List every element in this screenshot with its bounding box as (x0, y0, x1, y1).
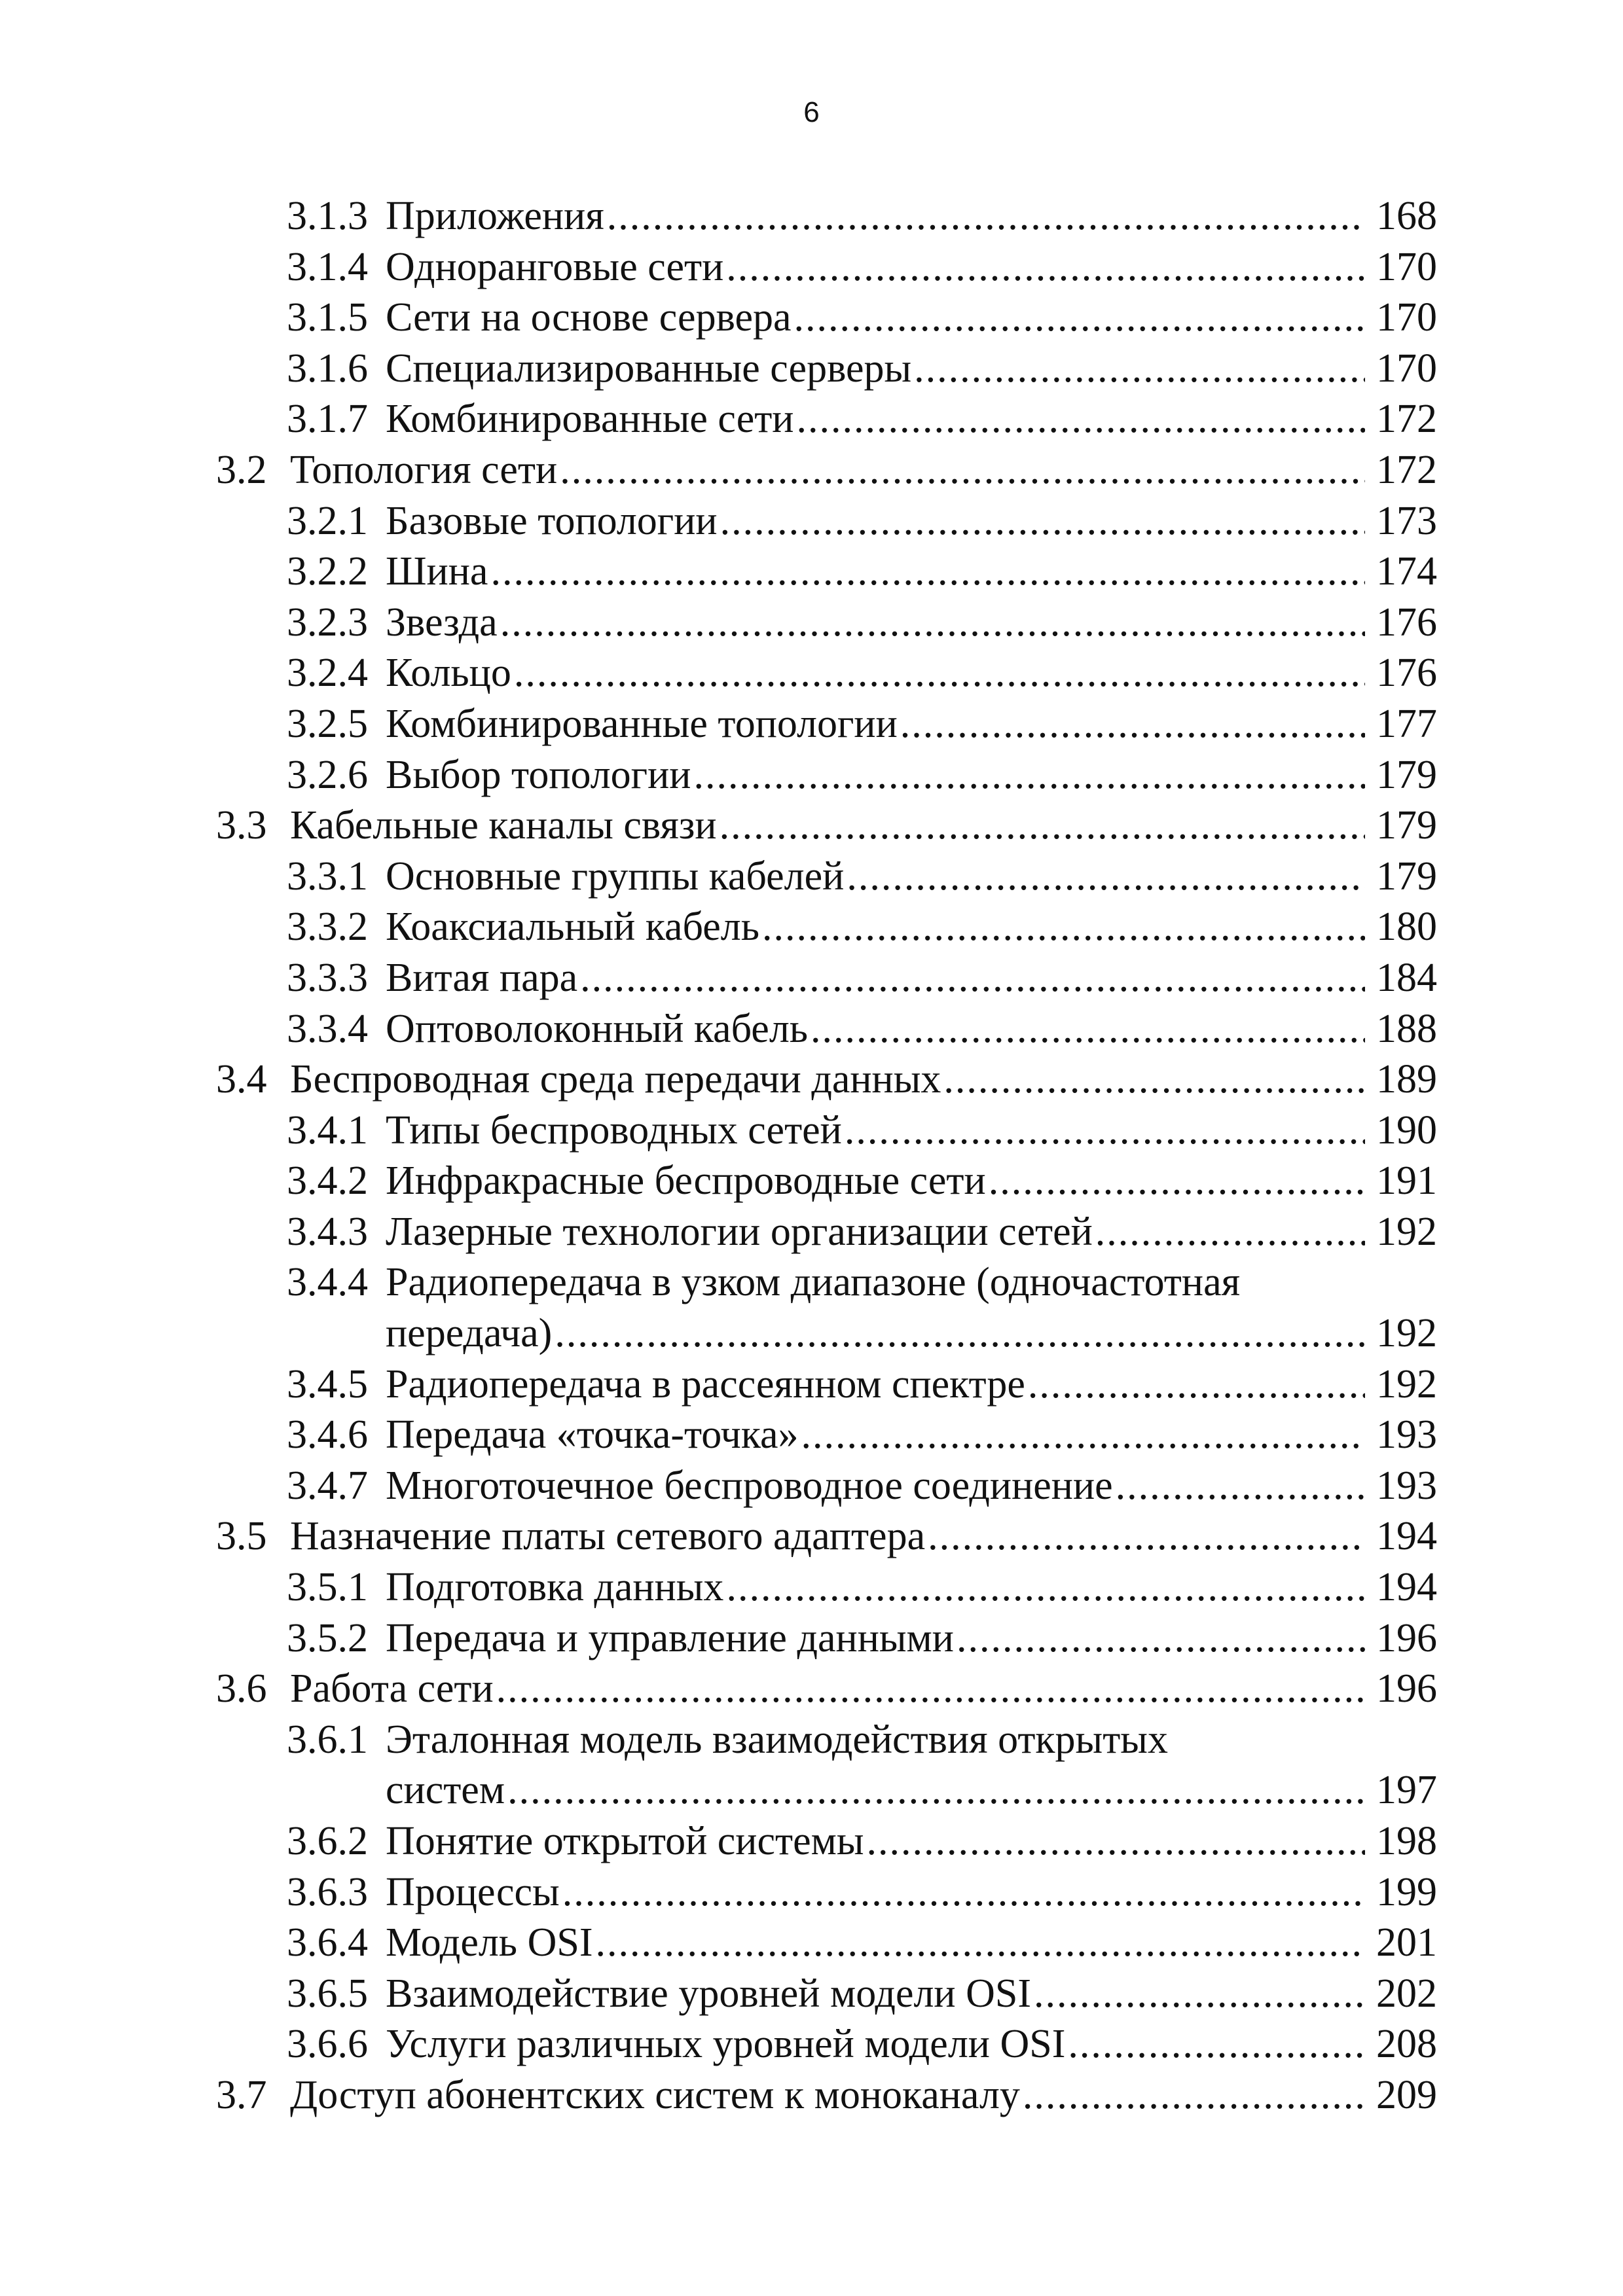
toc-entry-page: 194 (1376, 1565, 1437, 1610)
toc-entry-page: 197 (1376, 1768, 1437, 1813)
toc-entry-number: 3.5.1 (287, 1565, 368, 1610)
toc-entry[interactable] (216, 1410, 1437, 1461)
toc-entry-page: 196 (1376, 1615, 1437, 1660)
toc-entry-page: 172 (1376, 397, 1437, 442)
toc-entry-title: Подготовка данных (386, 1565, 724, 1610)
toc-entry-page: 208 (1376, 2022, 1437, 2067)
toc-entry-page: 168 (1376, 194, 1437, 238)
toc-entry-number: 3.6.2 (287, 1819, 368, 1863)
toc-entry[interactable] (216, 902, 1437, 953)
toc-entry[interactable] (216, 1359, 1437, 1410)
dot-leader (914, 344, 1365, 395)
toc-entry[interactable] (216, 1207, 1437, 1258)
toc-entry-page: 179 (1376, 803, 1437, 848)
dot-leader (762, 902, 1365, 953)
toc-entry[interactable] (216, 344, 1437, 395)
toc-entry-page: 198 (1376, 1819, 1437, 1863)
toc-entry-number: 3.2.6 (287, 752, 368, 797)
toc-entry-number: 3.2.5 (287, 701, 368, 746)
toc-entry-number: 3.3.3 (287, 955, 368, 1000)
toc-entry[interactable] (216, 1816, 1437, 1867)
toc-entry[interactable] (216, 1562, 1437, 1613)
toc-entry-title-line2: систем (386, 1768, 505, 1813)
dot-leader (1034, 1969, 1365, 2020)
toc-entry-title: Взаимодействие уровней модели OSI (386, 1971, 1032, 2016)
toc-entry-page: 170 (1376, 346, 1437, 391)
toc-entry-number: 3.2.2 (287, 549, 368, 594)
dot-leader (796, 394, 1365, 445)
toc-entry-title-line2: передача) (386, 1311, 553, 1356)
toc-entry-title: Звезда (386, 600, 498, 645)
toc-entry-page: 191 (1376, 1158, 1437, 1204)
toc-entry[interactable] (216, 1664, 1437, 1715)
toc-entry[interactable] (216, 293, 1437, 344)
dot-leader (560, 445, 1365, 496)
toc-entry-number: 3.4.7 (287, 1463, 368, 1508)
dot-leader (811, 1004, 1365, 1055)
toc-entry-page: 179 (1376, 853, 1437, 899)
toc-entry[interactable] (216, 1054, 1437, 1105)
dot-leader (555, 1308, 1365, 1359)
toc-entry-number: 3.1.4 (287, 244, 368, 289)
toc-entry[interactable] (216, 1715, 1437, 1766)
toc-entry-title: Специализированные серверы (386, 346, 912, 391)
toc-entry-page: 176 (1376, 651, 1437, 696)
toc-entry-page: 196 (1376, 1666, 1437, 1712)
toc-entry-title-line1: Эталонная модель взаимодействия открытых (386, 1717, 1168, 1762)
dot-leader (720, 800, 1365, 852)
page-number: 6 (803, 96, 820, 128)
dot-leader (957, 1613, 1365, 1664)
toc-entry-page: 201 (1376, 1920, 1437, 1965)
dot-leader (1028, 1359, 1365, 1410)
toc-entry[interactable] (216, 2070, 1437, 2121)
toc-entry-title: Передача и управление данными (386, 1615, 954, 1660)
toc-entry[interactable] (216, 242, 1437, 293)
toc-entry-title: Услуги различных уровней модели OSI (386, 2022, 1066, 2067)
toc-entry[interactable] (216, 598, 1437, 649)
toc-entry-number: 3.2 (216, 447, 267, 492)
toc-entry-number: 3.1.7 (287, 397, 368, 442)
dot-leader (1068, 2019, 1365, 2070)
toc-entry-number: 3.3 (216, 803, 267, 848)
toc-entry-title: Топология сети (290, 447, 558, 492)
toc-entry-number: 3.4.3 (287, 1209, 368, 1254)
toc-entry-title: Выбор топологии (386, 752, 691, 797)
dot-leader (1116, 1461, 1365, 1512)
toc-entry-continuation[interactable] (216, 1765, 1437, 1816)
toc-entry-number: 3.7 (216, 2072, 267, 2117)
toc-entry-number: 3.2.3 (287, 600, 368, 645)
dot-leader (496, 1664, 1365, 1715)
table-of-contents (216, 191, 1437, 2121)
toc-entry[interactable] (216, 1511, 1437, 1562)
toc-entry[interactable] (216, 953, 1437, 1004)
toc-entry-number: 3.2.1 (287, 498, 368, 543)
toc-entry-title: Радиопередача в рассеянном спектре (386, 1361, 1025, 1407)
dot-leader (514, 648, 1365, 699)
toc-entry-number: 3.3.1 (287, 853, 368, 899)
dot-leader (1095, 1207, 1365, 1258)
dot-leader (580, 953, 1365, 1004)
toc-entry[interactable] (216, 445, 1437, 496)
toc-entry-title: Понятие открытой системы (386, 1819, 864, 1863)
dot-leader (500, 598, 1365, 649)
toc-entry-page: 170 (1376, 295, 1437, 340)
toc-entry-number: 3.6 (216, 1666, 267, 1712)
toc-entry-page: 172 (1376, 447, 1437, 492)
toc-entry-number: 3.6.4 (287, 1920, 368, 1965)
toc-entry-title: Кольцо (386, 651, 511, 696)
toc-entry[interactable] (216, 1613, 1437, 1664)
toc-entry-page: 193 (1376, 1412, 1437, 1458)
toc-entry-page: 173 (1376, 498, 1437, 543)
toc-entry-continuation[interactable] (216, 1308, 1437, 1359)
toc-entry-title: Процессы (386, 1869, 560, 1914)
toc-entry-title: Базовые топологии (386, 498, 718, 543)
toc-entry-number: 3.5.2 (287, 1615, 368, 1660)
toc-entry-page: 179 (1376, 752, 1437, 797)
toc-entry[interactable] (216, 1105, 1437, 1157)
toc-entry-title: Оптоволоконный кабель (386, 1006, 809, 1051)
toc-entry-title: Комбинированные сети (386, 397, 794, 442)
dot-leader (845, 1105, 1365, 1157)
toc-entry-title: Приложения (386, 194, 604, 238)
toc-entry[interactable] (216, 1969, 1437, 2020)
toc-entry-title: Передача «точка-точка» (386, 1412, 799, 1458)
toc-entry-number: 3.6.3 (287, 1869, 368, 1914)
toc-entry[interactable] (216, 1918, 1437, 1969)
toc-entry[interactable] (216, 800, 1437, 852)
toc-entry-title: Витая пара (386, 955, 578, 1000)
toc-entry-number: 3.4.6 (287, 1412, 368, 1458)
toc-entry-page: 192 (1376, 1209, 1437, 1254)
dot-leader (562, 1867, 1365, 1918)
toc-entry-number: 3.3.4 (287, 1006, 368, 1051)
toc-entry-number: 3.1.3 (287, 194, 368, 238)
dot-leader (900, 699, 1365, 750)
toc-entry[interactable] (216, 1867, 1437, 1918)
toc-entry-page: 192 (1376, 1311, 1437, 1356)
toc-entry-title: Беспроводная среда передачи данных (290, 1057, 941, 1102)
toc-entry-page: 190 (1376, 1107, 1437, 1153)
dot-leader (847, 852, 1365, 903)
toc-entry-title: Многоточечное беспроводное соединение (386, 1463, 1113, 1508)
toc-entry-page: 184 (1376, 955, 1437, 1000)
dot-leader (989, 1156, 1365, 1207)
toc-entry-title: Кабельные каналы связи (290, 803, 717, 848)
toc-entry-number: 3.2.4 (287, 651, 368, 696)
toc-entry-number: 3.4.1 (287, 1107, 368, 1153)
toc-entry-title: Сети на основе сервера (386, 295, 792, 340)
toc-entry-title: Инфракрасные беспроводные сети (386, 1158, 986, 1204)
toc-entry[interactable] (216, 1461, 1437, 1512)
toc-entry-number: 3.5 (216, 1514, 267, 1559)
dot-leader (595, 1918, 1365, 1969)
toc-entry-title: Комбинированные топологии (386, 701, 898, 746)
toc-entry-title: Шина (386, 549, 488, 594)
toc-entry-title: Модель OSI (386, 1920, 593, 1965)
toc-entry-title: Основные группы кабелей (386, 853, 845, 899)
toc-entry-number: 3.6.1 (287, 1717, 368, 1762)
dot-leader (507, 1765, 1365, 1816)
dot-leader (867, 1816, 1366, 1867)
toc-entry-page: 202 (1376, 1971, 1437, 2016)
toc-entry-number: 3.3.2 (287, 905, 368, 950)
toc-entry-page: 193 (1376, 1463, 1437, 1508)
toc-entry-page: 189 (1376, 1057, 1437, 1102)
dot-leader (490, 547, 1365, 598)
toc-entry-title: Типы беспроводных сетей (386, 1107, 842, 1153)
toc-entry-title: Одноранговые сети (386, 244, 724, 289)
toc-entry-number: 3.4.5 (287, 1361, 368, 1407)
dot-leader (720, 496, 1365, 547)
toc-entry-page: 192 (1376, 1361, 1437, 1407)
toc-entry-number: 3.4 (216, 1057, 267, 1102)
toc-entry-number: 3.6.5 (287, 1971, 368, 2016)
toc-entry-page: 170 (1376, 244, 1437, 289)
dot-leader (801, 1410, 1365, 1461)
toc-entry[interactable] (216, 750, 1437, 801)
toc-entry-number: 3.6.6 (287, 2022, 368, 2067)
toc-entry[interactable] (216, 496, 1437, 547)
dot-leader (693, 750, 1365, 801)
dot-leader (726, 242, 1365, 293)
toc-entry-title: Работа сети (290, 1666, 494, 1712)
toc-entry[interactable] (216, 547, 1437, 598)
dot-leader (943, 1054, 1365, 1105)
toc-entry-page: 188 (1376, 1006, 1437, 1051)
toc-entry-number: 3.4.2 (287, 1158, 368, 1204)
toc-entry[interactable] (216, 2019, 1437, 2070)
dot-leader (726, 1562, 1365, 1613)
toc-entry-title: Назначение платы сетевого адаптера (290, 1514, 926, 1559)
toc-entry-number: 3.1.6 (287, 346, 368, 391)
toc-entry-page: 176 (1376, 600, 1437, 645)
toc-entry[interactable] (216, 1004, 1437, 1055)
dot-leader (1023, 2070, 1365, 2121)
toc-entry[interactable] (216, 394, 1437, 445)
toc-entry-number: 3.1.5 (287, 295, 368, 340)
toc-entry-page: 180 (1376, 905, 1437, 950)
toc-entry-title-line1: Радиопередача в узком диапазоне (одночастотная (386, 1260, 1241, 1305)
dot-leader (928, 1511, 1365, 1562)
toc-entry-page: 174 (1376, 549, 1437, 594)
toc-entry[interactable] (216, 852, 1437, 903)
toc-entry-page: 194 (1376, 1514, 1437, 1559)
toc-entry-title: Лазерные технологии организации сетей (386, 1209, 1093, 1254)
toc-entry-title: Коаксиальный кабель (386, 905, 760, 950)
toc-entry-page: 177 (1376, 701, 1437, 746)
toc-entry-number: 3.4.4 (287, 1260, 368, 1305)
toc-entry[interactable] (216, 699, 1437, 750)
toc-entry-page: 209 (1376, 2072, 1437, 2117)
toc-entry[interactable] (216, 1257, 1437, 1308)
toc-entry[interactable] (216, 1156, 1437, 1207)
toc-entry[interactable] (216, 648, 1437, 699)
toc-entry[interactable] (216, 191, 1437, 242)
toc-entry-title: Доступ абонентских систем к моноканалу (290, 2072, 1020, 2117)
toc-entry-page: 199 (1376, 1869, 1437, 1914)
dot-leader (607, 191, 1365, 242)
dot-leader (794, 293, 1365, 344)
